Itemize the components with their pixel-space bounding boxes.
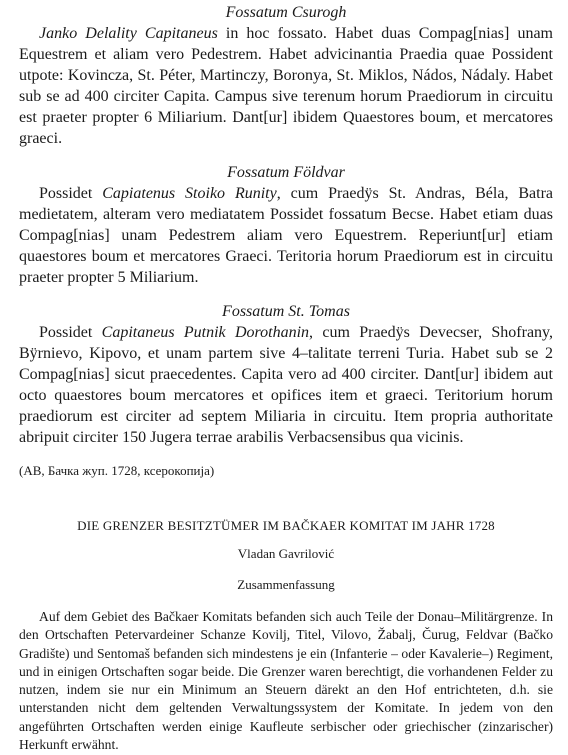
section-title-foldvar: Fossatum Földvar: [227, 164, 345, 181]
section-text: , cum Praedÿs St. Andras, Béla, Batra medietatem, alteram vero mediatatem Possidet fossatum Becse. Habet etiam duas Compag[nias] unam Pedestrem aliam vero Equestrem. Reperiunt[ur] etiam quaestores boum et mercatores Graeci. Teritoria horum Praediorum est in circuitu praeter propter 5 Miliarium.: [19, 185, 553, 286]
summary-author: Vladan Gavrilović: [237, 546, 335, 561]
section-title-csurogh: Fossatum Csurogh: [225, 4, 347, 21]
section-title-st-tomas: Fossatum St. Tomas: [222, 303, 350, 320]
document-page: [19, 2, 553, 754]
summary-title: DIE GRENZER BESITZTÜMER IM BAČKAER KOMITAT IM JAHR 1728: [77, 518, 495, 533]
section-body-st-tomas: [19, 322, 553, 448]
captain-name: Capiatenus Stoiko Runity: [102, 185, 277, 202]
section-intro: Possidet: [39, 324, 102, 341]
section-text: , cum Praedÿs Devecser, Shofrany, Bÿrnievo, Kipovo, et unam partem sive 4–talitate terreni Turia. Habet sub se 2 Compag[nias] sicut praecedentes. Capita vero ad 400 circiter. Dant[ur] ibidem aut octo quaestores boum mercatores et opifices item et graeci. Teritorium horum praediorum est circiter ad septem Miliaria in circuitu. Item propria authoritate abripuit circiter 150 Jugera terrae arabilis Verbacsensibus qua vicinis.: [19, 324, 554, 446]
summary-heading: Zusammenfassung: [237, 577, 335, 592]
captain-name: Janko Delality Capitaneus: [39, 25, 218, 42]
section-text: in hoc fossato. Habet duas Compag[nias] unam Equestrem et aliam vero Pedestrem. Habet advicinantia Praedia quae Possident utpote: Kovincza, St. Péter, Martinczy, Boronya, St. Miklos, Nádos, Nádaly. Habet sub se ad 400 circiter Capita. Campus sive terenum horum Praediorum in circuitu est praeter propter 6 Miliarium. Dant[ur] ibidem Quaestores boum, et mercatores graeci.: [19, 25, 553, 147]
archive-source-note: (АВ, Бачка жуп. 1728, ксерокопија): [19, 463, 215, 478]
section-intro: Possidet: [39, 185, 103, 202]
section-body-foldvar: [19, 183, 553, 288]
captain-name: Capitaneus Putnik Dorothanin: [101, 324, 310, 341]
section-body-csurogh: [19, 23, 553, 149]
summary-text: Auf dem Gebiet des Bačkaer Komitats befanden sich auch Teile der Donau–Militärgrenze. In den Ortschaften Petervardeiner Schanze Kovilj, Titel, Vilovo, Žabalj, Čurug, Feldvar (Bačko Gradište) und Sentomaš befanden sich mindestens je ein (Infanterie – oder Kavalerie–) Regiment, und in einigen Ortschaften sogar beide. Die Grenzer waren berechtigt, die vorhandenen Felder zu nutzen, indem sie nur ein Minimum an Steuern därekt an den Hof entrichteten, d.h. sie unterstanden nicht dem geltenden Verwaltungssystem der Komitate. In jedem von den angeführten Ortschaften werden einige Kaufleute serbischer oder griechischer (zinzarischer) Herkunft erwähnt.: [19, 609, 553, 753]
